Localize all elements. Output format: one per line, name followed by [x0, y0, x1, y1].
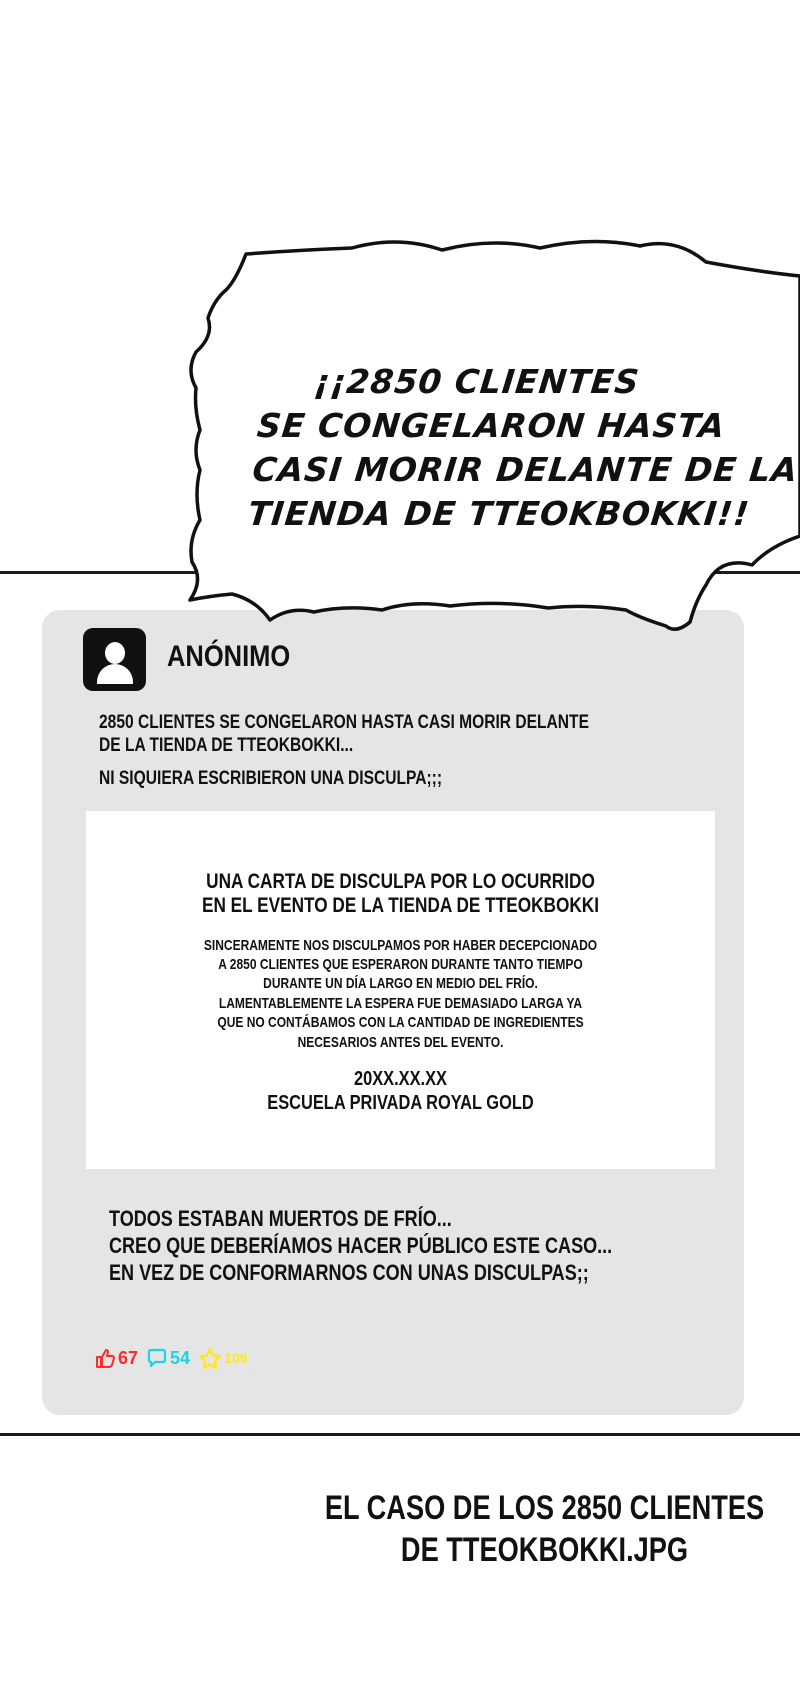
letter-body-line: QUE NO CONTÁBAMOS CON LA CANTIDAD DE INGREDIENTES — [217, 1014, 584, 1031]
speech-bubble-shape — [0, 0, 800, 700]
letter-body-line: LAMENTABLEMENTE LA ESPERA FUE DEMASIADO LARGA YA — [218, 995, 583, 1012]
caption — [325, 1487, 764, 1571]
letter-body-line: DURANTE UN DÍA LARGO EN MEDIO DEL FRÍO. — [263, 975, 538, 992]
letter-body-line: NECESARIOS ANTES DEL EVENTO. — [297, 1034, 504, 1051]
letter-title: UNA CARTA DE DISCULPA POR LO OCURRIDO — [206, 870, 595, 893]
post-comment-line: EN VEZ DE CONFORMARNOS CON UNAS DISCULPAS;; — [109, 1260, 589, 1285]
avatar-head — [105, 642, 125, 664]
apology-letter-image[interactable] — [86, 811, 715, 1169]
comment-stat[interactable] — [146, 1347, 190, 1369]
panel-border-bottom — [0, 1433, 800, 1436]
letter-body-line: A 2850 CLIENTES QUE ESPERARON DURANTE TANTO TIEMPO — [218, 956, 583, 973]
letter-signature: ESCUELA PRIVADA ROYAL GOLD — [267, 1092, 534, 1114]
bubble-line: SE CONGELARON HASTA — [255, 406, 728, 445]
letter-title: EN EL EVENTO DE LA TIENDA DE TTEOKBOKKI — [201, 894, 600, 917]
avatar-body — [97, 664, 133, 684]
bubble-line: ¡¡2850 CLIENTES — [312, 362, 642, 401]
letter-body-line: SINCERAMENTE NOS DISCULPAMOS POR HABER DECEPCIONADO — [203, 937, 598, 954]
thumbs-up-icon — [94, 1347, 116, 1369]
speech-bubble-icon — [146, 1347, 168, 1369]
speech-bubble-text — [246, 360, 800, 536]
bubble-line: CASI MORIR DELANTE DE LA — [250, 450, 800, 489]
post-text-line: 2850 CLIENTES SE CONGELARON HASTA CASI MORIR DELANTE — [99, 712, 589, 733]
post-text-line: NI SIQUIERA ESCRIBIERON UNA DISCULPA;;; — [99, 768, 443, 789]
favorite-stat[interactable] — [198, 1347, 247, 1369]
post-stats — [94, 1346, 255, 1370]
post-comment-line: TODOS ESTABAN MUERTOS DE FRÍO... — [109, 1206, 452, 1231]
comment-count: 54 — [170, 1347, 191, 1368]
like-stat[interactable] — [94, 1347, 138, 1369]
favorite-count: 109 — [224, 1350, 248, 1366]
caption-line: DE TTEOKBOKKI.JPG — [400, 1531, 688, 1569]
avatar[interactable] — [83, 628, 146, 691]
caption-line: EL CASO DE LOS 2850 CLIENTES — [324, 1489, 764, 1527]
star-icon — [198, 1347, 222, 1369]
post-comment-line: CREO QUE DEBERÍAMOS HACER PÚBLICO ESTE CASO... — [109, 1233, 613, 1258]
like-count: 67 — [118, 1347, 139, 1368]
post-author[interactable]: ANÓNIMO — [167, 640, 291, 673]
post-text-line: DE LA TIENDA DE TTEOKBOKKI... — [99, 735, 354, 756]
bubble-line: TIENDA DE TTEOKBOKKI!! — [246, 494, 752, 533]
letter-date: 20XX.XX.XX — [354, 1068, 447, 1090]
